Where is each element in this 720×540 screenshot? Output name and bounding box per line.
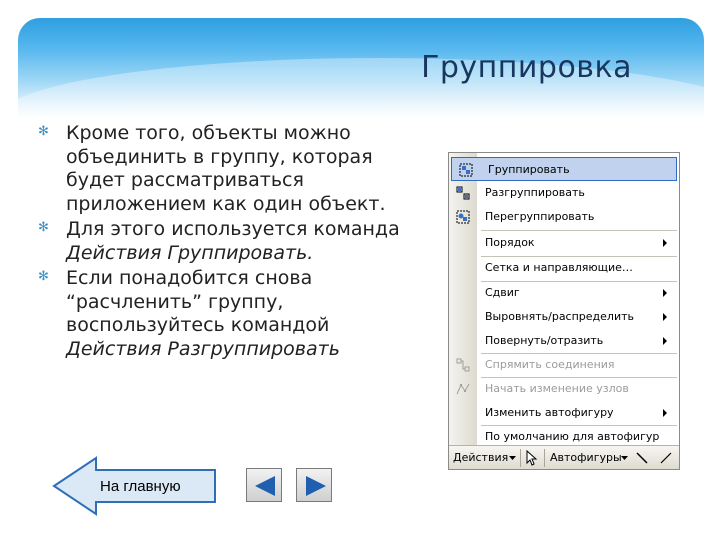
bullet-list <box>38 122 423 363</box>
menu-item-grid-guides[interactable] <box>449 256 679 280</box>
next-slide-button[interactable] <box>296 468 332 502</box>
menu-item-edit-points[interactable] <box>449 377 679 401</box>
ungroup-icon <box>456 186 470 200</box>
bullet-line: “расчленить” группу, <box>66 290 284 313</box>
drawing-toolbar <box>449 445 679 469</box>
bullet-line: будет рассматриваться <box>66 169 304 191</box>
menu-item-label: Начать изменение узлов <box>485 382 629 395</box>
bullet-item <box>38 122 423 216</box>
bullet-line: приложением как один объект. <box>66 192 386 215</box>
bullet-line: Для этого используется команда <box>66 218 400 240</box>
group-icon <box>459 163 473 177</box>
menu-item-order[interactable] <box>449 231 679 255</box>
actions-menu-screenshot <box>448 152 680 470</box>
edit-points-icon <box>456 382 470 396</box>
regroup-icon <box>456 210 470 224</box>
bullet-star-icon: ✻ <box>38 124 49 139</box>
menu-item-group[interactable] <box>451 157 677 181</box>
menu-item-label: Изменить автофигуру <box>485 406 614 419</box>
menu-item-change-autoshape[interactable] <box>449 401 679 425</box>
menu-item-label: Спрямить соединения <box>485 358 615 371</box>
menu-item-ungroup[interactable] <box>449 181 679 205</box>
arrow-tool-icon[interactable] <box>659 451 673 465</box>
bullet-line-command: Действия Разгруппировать <box>66 337 340 360</box>
bullet-star-icon: ✻ <box>38 220 49 235</box>
chevron-down-icon <box>509 456 516 461</box>
menu-item-rotate-flip[interactable] <box>449 329 679 353</box>
submenu-arrow-icon <box>663 409 667 417</box>
actions-menu-button[interactable]: Действия <box>453 451 509 464</box>
chevron-down-icon <box>621 456 628 461</box>
bullet-line: Кроме того, объекты можно <box>66 122 351 144</box>
menu-item-label: Порядок <box>485 236 535 249</box>
previous-slide-button[interactable] <box>246 468 282 502</box>
bullet-line: воспользуйтесь командой <box>66 314 330 336</box>
bullet-line: Если понадобится снова <box>66 267 313 289</box>
menu-item-label: Перегруппировать <box>485 210 595 223</box>
menu-item-label: Выровнять/распределить <box>485 310 634 323</box>
toolbar-separator <box>544 449 545 467</box>
menu-item-label: Группировать <box>488 163 570 176</box>
menu-item-label: По умолчанию для автофигур <box>485 430 660 443</box>
autoshapes-menu-button[interactable]: Автофигуры <box>550 451 622 464</box>
menu-item-regroup[interactable] <box>449 205 679 229</box>
bullet-item <box>38 218 423 265</box>
menu-item-reroute-connectors[interactable] <box>449 353 679 377</box>
submenu-arrow-icon <box>663 289 667 297</box>
bullet-line: объединить в группу, которая <box>66 145 373 168</box>
bullet-star-icon: ✻ <box>38 269 49 284</box>
arrow-right-icon <box>306 476 326 496</box>
menu-item-label: Разгруппировать <box>485 186 585 199</box>
reroute-connectors-icon <box>456 358 470 372</box>
menu-item-align-distribute[interactable] <box>449 305 679 329</box>
bullet-item <box>38 267 423 361</box>
submenu-arrow-icon <box>663 313 667 321</box>
submenu-arrow-icon <box>663 239 667 247</box>
menu-item-label: Повернуть/отразить <box>485 334 604 347</box>
slide-title: Группировка <box>421 50 632 85</box>
line-tool-icon[interactable] <box>635 451 649 465</box>
select-objects-icon[interactable] <box>526 450 538 466</box>
bullet-line-command: Действия Группировать. <box>66 241 314 264</box>
submenu-arrow-icon <box>663 337 667 345</box>
menu-item-nudge[interactable] <box>449 281 679 305</box>
arrow-left-icon <box>255 476 275 496</box>
home-label[interactable]: На главную <box>100 478 181 495</box>
menu-item-label: Сетка и направляющие… <box>485 261 633 274</box>
menu-item-label: Сдвиг <box>485 286 520 299</box>
toolbar-separator <box>520 449 521 467</box>
